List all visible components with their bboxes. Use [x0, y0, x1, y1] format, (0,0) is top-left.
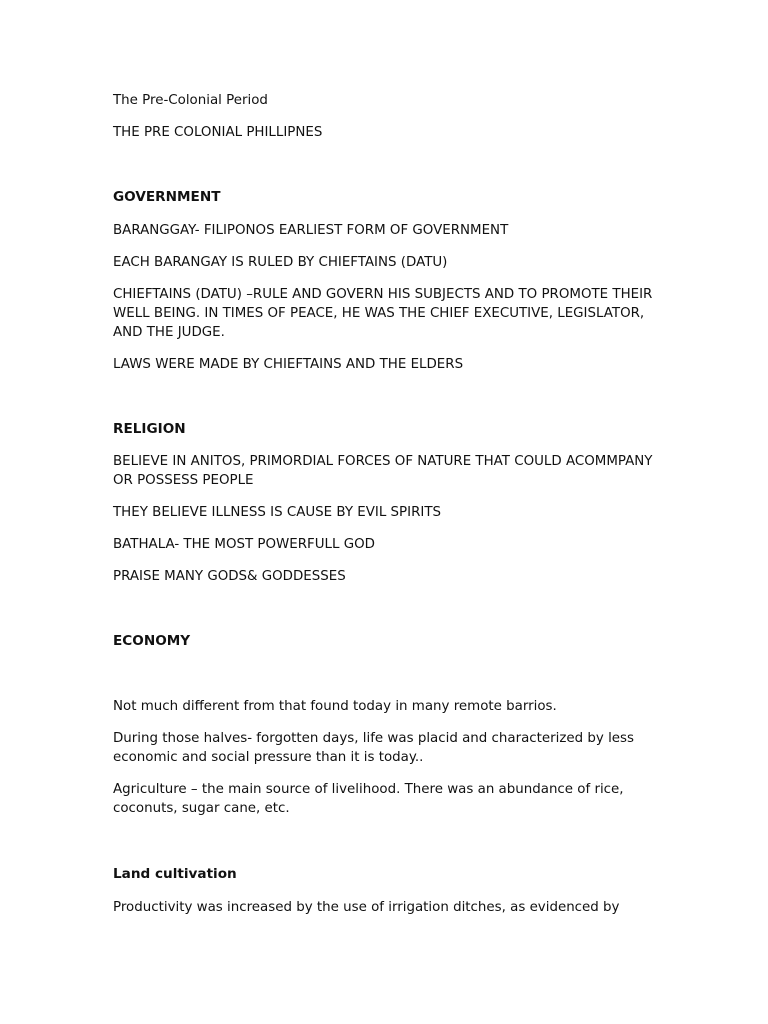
paragraph: Agriculture – the main source of livelihood. There was an abundance of rice, coconuts, sugar cane, etc.: [113, 782, 624, 816]
paragraph: BELIEVE IN ANITOS, PRIMORDIAL FORCES OF NATURE THAT COULD ACOMMPANY OR POSSESS PEOPLE: [113, 454, 653, 488]
section-heading-government: GOVERNMENT: [113, 189, 221, 205]
paragraph: CHIEFTAINS (DATU) –RULE AND GOVERN HIS SUBJECTS AND TO PROMOTE THEIR WELL BEING. IN TIMES OF PEACE, HE WAS THE CHIEF EXECUTIVE, LEGISLATOR, AND THE JUDGE.: [113, 287, 653, 340]
section-heading-religion: RELIGION: [113, 421, 186, 437]
section-heading-land-cultivation: Land cultivation: [113, 866, 237, 882]
section-heading-economy: ECONOMY: [113, 633, 191, 649]
document-title: The Pre-Colonial Period: [113, 93, 268, 108]
paragraph: EACH BARANGAY IS RULED BY CHIEFTAINS (DATU): [113, 255, 448, 270]
document-subtitle: THE PRE COLONIAL PHILLIPNES: [113, 125, 323, 140]
paragraph: THEY BELIEVE ILLNESS IS CAUSE BY EVIL SPIRITS: [113, 505, 442, 520]
paragraph: BATHALA- THE MOST POWERFULL GOD: [113, 537, 375, 552]
paragraph: PRAISE MANY GODS& GODDESSES: [113, 569, 346, 584]
paragraph: BARANGGAY- FILIPONOS EARLIEST FORM OF GOVERNMENT: [113, 223, 509, 238]
paragraph: Productivity was increased by the use of irrigation ditches, as evidenced by: [113, 900, 620, 915]
paragraph: During those halves- forgotten days, life was placid and characterized by less economic and social pressure than it is today..: [113, 731, 634, 765]
paragraph: LAWS WERE MADE BY CHIEFTAINS AND THE ELDERS: [113, 357, 464, 372]
paragraph: Not much different from that found today in many remote barrios.: [113, 699, 557, 714]
